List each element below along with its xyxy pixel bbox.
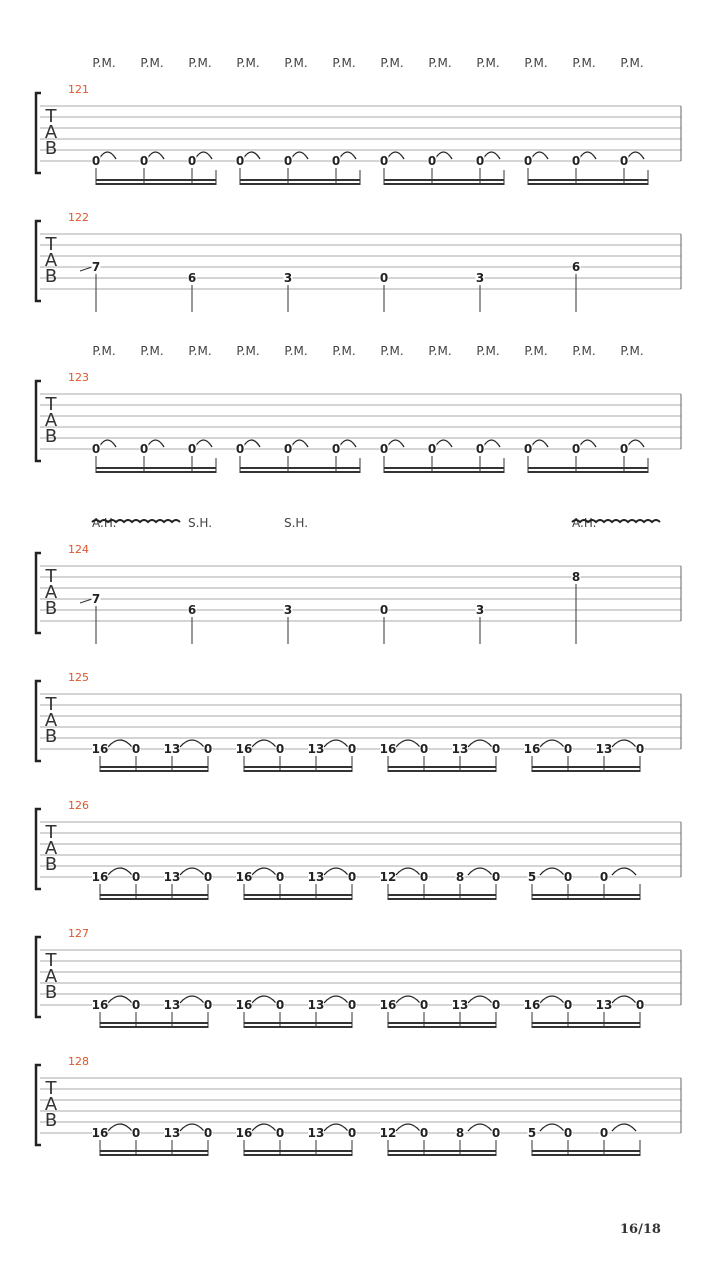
tab-clef-letter: B [44,138,58,159]
fret-number: 0 [331,154,341,168]
palm-mute-label: P.M. [332,56,356,70]
slur [291,152,308,159]
slur [252,1124,276,1131]
fret-number: 5 [527,870,537,884]
slur [108,740,132,747]
palm-mute-label: P.M. [524,344,548,358]
tab-clef-letter: T [45,394,57,415]
palm-mute-label: P.M. [572,344,596,358]
palm-mute-label: P.M. [236,56,260,70]
slur [612,996,636,1003]
fret-number: 0 [419,742,429,756]
tab-clef-letter: B [44,598,58,619]
slur [540,740,564,747]
measure-number: 126 [68,799,89,812]
slur [612,868,636,875]
fret-number: 13 [163,742,181,756]
fret-number: 13 [307,742,325,756]
tab-clef-letter: B [44,854,58,875]
slur [180,868,204,875]
fret-number: 0 [379,271,389,285]
fret-number: 0 [475,442,485,456]
slur [108,996,132,1003]
slur [579,440,596,447]
fret-number: 0 [235,442,245,456]
tab-clef-letter: T [45,234,57,255]
palm-mute-label: P.M. [428,344,452,358]
fret-number: 0 [131,870,141,884]
fret-number: 6 [187,603,197,617]
palm-mute-label: P.M. [140,344,164,358]
fret-number: 13 [307,1126,325,1140]
tab-clef-letter: B [44,982,58,1003]
slur [339,152,356,159]
palm-mute-label: P.M. [284,344,308,358]
tab-clef-letter: A [44,582,58,603]
palm-mute-label: P.M. [524,56,548,70]
slur [108,1124,132,1131]
slur [180,996,204,1003]
fret-number: 0 [275,998,285,1012]
fret-number: 0 [379,154,389,168]
fret-number: 0 [275,870,285,884]
slur [540,1124,564,1131]
fret-number: 0 [347,742,357,756]
page-number: 16/18 [620,1222,661,1237]
slur [291,440,308,447]
fret-number: 13 [595,742,613,756]
slur [252,740,276,747]
fret-number: 0 [619,154,629,168]
slur [612,1124,636,1131]
fret-number: 0 [379,442,389,456]
palm-mute-label: P.M. [572,56,596,70]
fret-number: 5 [527,1126,537,1140]
slide-in [80,267,92,271]
fret-number: 0 [131,998,141,1012]
slur [468,868,492,875]
fret-number: 0 [131,1126,141,1140]
fret-number: 0 [203,870,213,884]
measure-number: 121 [68,83,89,96]
fret-number: 0 [203,1126,213,1140]
fret-number: 0 [347,1126,357,1140]
semi-harmonic-label: S.H. [284,516,309,530]
fret-number: 0 [571,154,581,168]
fret-number: 0 [563,870,573,884]
slur [627,152,644,159]
fret-number: 0 [203,998,213,1012]
slur [468,996,492,1003]
fret-number: 0 [139,442,149,456]
tab-clef-letter: A [44,122,58,143]
fret-number: 0 [283,154,293,168]
fret-number: 13 [595,998,613,1012]
palm-mute-label: P.M. [188,344,212,358]
slur [540,868,564,875]
fret-number: 0 [563,742,573,756]
slur [180,1124,204,1131]
palm-mute-label: P.M. [476,344,500,358]
measure-number: 122 [68,211,89,224]
fret-number: 0 [203,742,213,756]
palm-mute-label: P.M. [140,56,164,70]
tab-clef-letter: A [44,1094,58,1115]
slur [324,740,348,747]
fret-number: 0 [563,998,573,1012]
slur [195,440,212,447]
fret-number: 6 [571,260,581,274]
fret-number: 13 [451,998,469,1012]
slur [147,440,164,447]
slur [252,868,276,875]
fret-number: 13 [451,742,469,756]
fret-number: 0 [131,742,141,756]
slur [531,152,548,159]
fret-number: 13 [163,998,181,1012]
fret-number: 0 [491,1126,501,1140]
measure-number: 127 [68,927,89,940]
fret-number: 12 [379,1126,397,1140]
slur [252,996,276,1003]
fret-number: 16 [235,742,253,756]
tab-clef-letter: T [45,566,57,587]
slur [99,440,116,447]
tab-clef-letter: A [44,710,58,731]
fret-number: 16 [235,1126,253,1140]
fret-number: 0 [571,442,581,456]
fret-number: 13 [307,870,325,884]
slur [387,152,404,159]
slur [396,868,420,875]
slur [99,152,116,159]
fret-number: 0 [523,442,533,456]
slur [435,152,452,159]
fret-number: 6 [187,271,197,285]
fret-number: 3 [475,603,485,617]
palm-mute-label: P.M. [380,56,404,70]
slur [483,152,500,159]
tab-clef-letter: A [44,966,58,987]
fret-number: 0 [187,442,197,456]
measure-number: 123 [68,371,89,384]
fret-number: 13 [163,1126,181,1140]
tab-clef-letter: A [44,250,58,271]
slur [324,868,348,875]
slur [147,152,164,159]
fret-number: 12 [379,870,397,884]
fret-number: 16 [379,742,397,756]
tab-clef-letter: T [45,950,57,971]
fret-number: 0 [91,154,101,168]
slur [627,440,644,447]
tab-clef-letter: B [44,426,58,447]
tab-clef-letter: T [45,822,57,843]
slur [396,996,420,1003]
tab-clef-letter: B [44,266,58,287]
slur [396,740,420,747]
fret-number: 0 [475,154,485,168]
fret-number: 16 [91,870,109,884]
slur [468,1124,492,1131]
tab-clef-letter: B [44,1110,58,1131]
fret-number: 0 [235,154,245,168]
fret-number: 8 [455,870,465,884]
fret-number: 16 [91,1126,109,1140]
fret-number: 0 [275,1126,285,1140]
fret-number: 0 [635,998,645,1012]
slur [387,440,404,447]
fret-number: 0 [331,442,341,456]
fret-number: 13 [163,870,181,884]
fret-number: 16 [523,742,541,756]
fret-number: 16 [91,742,109,756]
palm-mute-label: P.M. [92,344,116,358]
fret-number: 0 [347,998,357,1012]
slur [243,440,260,447]
slur [339,440,356,447]
slur [324,996,348,1003]
fret-number: 3 [475,271,485,285]
fret-number: 0 [187,154,197,168]
fret-number: 8 [571,570,581,584]
fret-number: 7 [91,592,101,606]
slur [468,740,492,747]
palm-mute-label: P.M. [188,56,212,70]
fret-number: 0 [491,742,501,756]
palm-mute-label: P.M. [428,56,452,70]
slur [612,740,636,747]
artificial-harmonic-label: A.H. [572,516,597,530]
palm-mute-label: P.M. [620,344,644,358]
measure-number: 128 [68,1055,89,1068]
palm-mute-label: P.M. [284,56,308,70]
artificial-harmonic-label: A.H. [92,516,117,530]
palm-mute-label: P.M. [332,344,356,358]
slur [180,740,204,747]
fret-number: 13 [307,998,325,1012]
palm-mute-label: P.M. [476,56,500,70]
fret-number: 0 [427,442,437,456]
fret-number: 0 [379,603,389,617]
fret-number: 16 [523,998,541,1012]
tab-clef-letter: A [44,838,58,859]
fret-number: 0 [491,998,501,1012]
fret-number: 0 [635,742,645,756]
measure-number: 125 [68,671,89,684]
fret-number: 0 [419,870,429,884]
fret-number: 0 [91,442,101,456]
tab-clef-letter: T [45,1078,57,1099]
fret-number: 0 [419,998,429,1012]
slur [531,440,548,447]
fret-number: 7 [91,260,101,274]
slide-in [80,599,92,603]
fret-number: 0 [619,442,629,456]
fret-number: 0 [283,442,293,456]
fret-number: 0 [275,742,285,756]
fret-number: 16 [379,998,397,1012]
fret-number: 16 [235,998,253,1012]
slur [483,440,500,447]
slur [579,152,596,159]
slur [396,1124,420,1131]
palm-mute-label: P.M. [380,344,404,358]
fret-number: 0 [563,1126,573,1140]
fret-number: 0 [599,870,609,884]
fret-number: 0 [599,1126,609,1140]
fret-number: 0 [427,154,437,168]
palm-mute-label: P.M. [236,344,260,358]
slur [540,996,564,1003]
fret-number: 0 [491,870,501,884]
tab-clef-letter: T [45,106,57,127]
palm-mute-label: P.M. [620,56,644,70]
tab-clef-letter: B [44,726,58,747]
tab-clef-letter: A [44,410,58,431]
fret-number: 3 [283,271,293,285]
palm-mute-label: P.M. [92,56,116,70]
semi-harmonic-label: S.H. [188,516,213,530]
fret-number: 0 [347,870,357,884]
fret-number: 16 [91,998,109,1012]
fret-number: 3 [283,603,293,617]
fret-number: 0 [419,1126,429,1140]
measure-number: 124 [68,543,89,556]
slur [324,1124,348,1131]
fret-number: 0 [139,154,149,168]
slur [195,152,212,159]
fret-number: 0 [523,154,533,168]
tab-clef-letter: T [45,694,57,715]
slur [108,868,132,875]
slur [435,440,452,447]
slur [243,152,260,159]
fret-number: 16 [235,870,253,884]
fret-number: 8 [455,1126,465,1140]
